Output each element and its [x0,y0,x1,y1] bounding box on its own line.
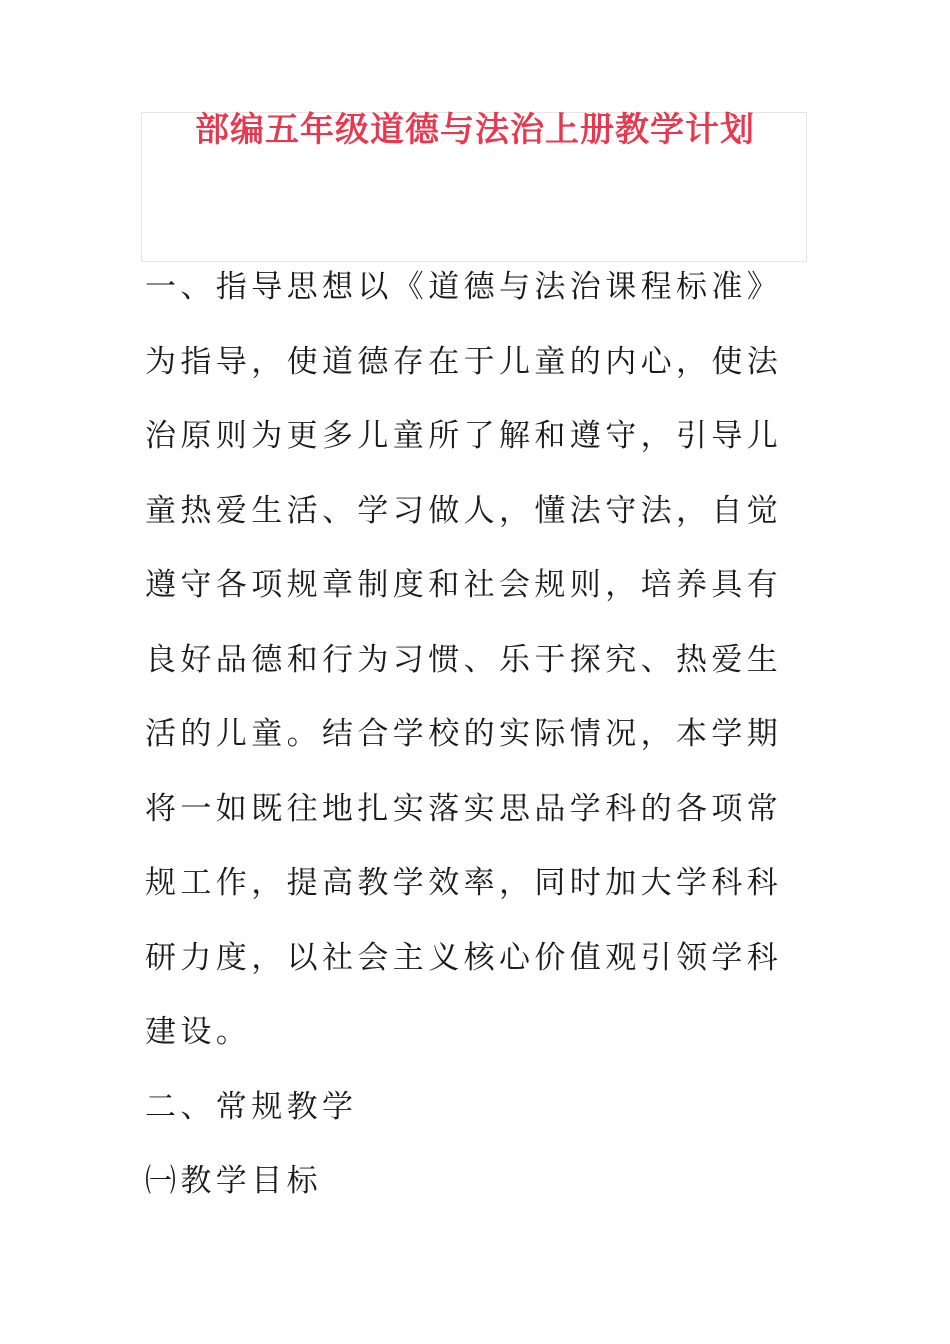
document-title: 部编五年级道德与法治上册教学计划 [195,110,755,150]
heading-teaching-goals: ㈠教学目标 [145,1163,322,1199]
document-body [145,250,785,1219]
paragraph-guiding-ideology: 一、指导思想以《道德与法治课程标准》为指导，使道德存在于儿童的内心，使法治原则为更多儿童所了解和遵守，引导儿童热爱生活、学习做人，懂法守法，自觉遵守各项规章制度和社会规则，培养具有良好品德和行为习惯、乐于探究、热爱生活的儿童。结合学校的实际情况，本学期将一如既往地扎实落实思品学科的各项常规工作，提高教学效率，同时加大学科科研力度，以社会主义核心价值观引领学科建设。 [145,269,783,1050]
heading-routine-teaching: 二、常规教学 [145,1088,358,1125]
